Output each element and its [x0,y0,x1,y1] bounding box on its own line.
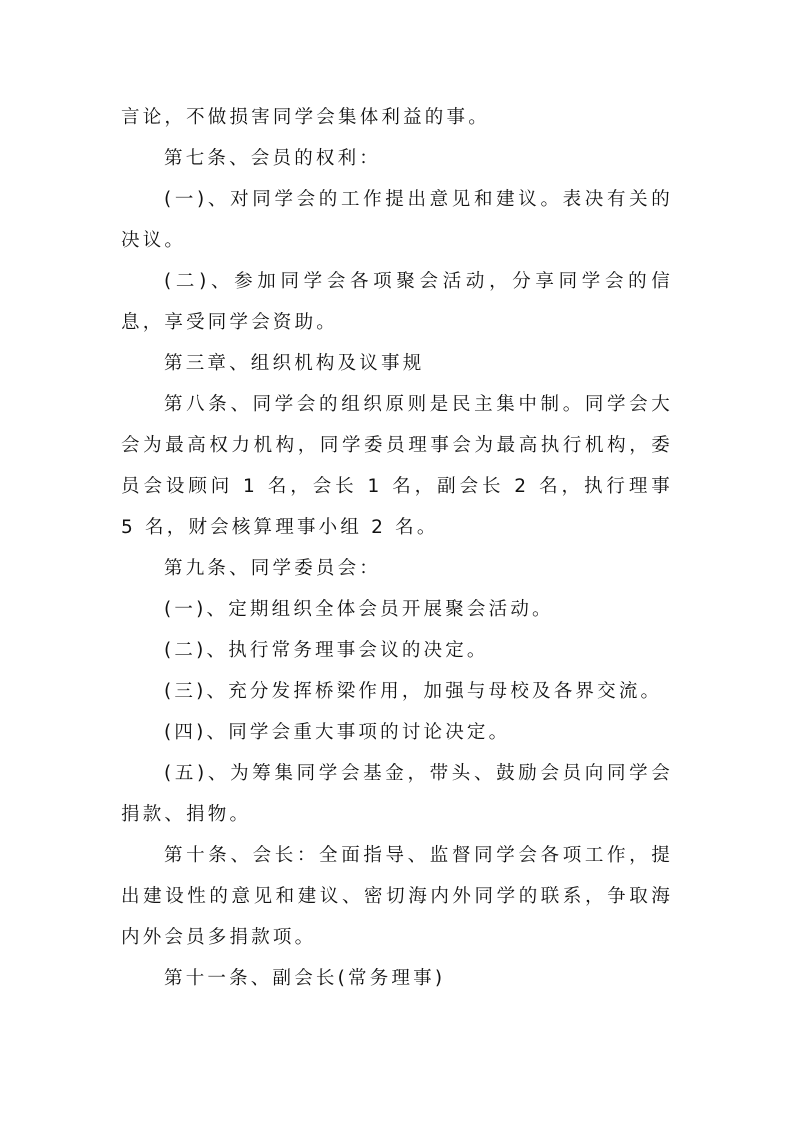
list-item: (二)、执行常务理事会议的决定。 [164,640,489,661]
chapter-heading: 第三章、组织机构及议事规 [164,353,425,374]
list-item: (五)、为筹集同学会基金，带头、鼓励会员向同学会捐款、捐物。 [121,763,673,825]
document-body [121,97,673,999]
article-heading: 第十一条、副会长(常务理事) [164,968,446,989]
list-item: (二)、参加同学会各项聚会活动，分享同学会的信息，享受同学会资助。 [121,271,673,333]
paragraph: 言论，不做损害同学会集体利益的事。 [121,107,490,128]
paragraph: 第八条、同学会的组织原则是民主集中制。同学会大会为最高权力机构，同学委员理事会为最高执行机构，委员会设顾问 1 名，会长 1 名，副会长 2 名，执行理事 5 名，财会核算理事小组 2 名。 [121,394,673,538]
list-item: (三)、充分发挥桥梁作用，加强与母校及各界交流。 [164,681,663,702]
list-item: (四)、同学会重大事项的讨论决定。 [164,722,511,743]
paragraph: 第十条、会长：全面指导、监督同学会各项工作，提出建设性的意见和建议、密切海内外同学的联系，争取海内外会员多捐款项。 [121,845,673,948]
list-item: (一)、对同学会的工作提出意见和建议。表决有关的决议。 [121,189,673,251]
article-heading: 第七条、会员的权利： [164,148,382,169]
article-heading: 第九条、同学委员会： [164,558,382,579]
list-item: (一)、定期组织全体会员开展聚会活动。 [164,599,554,620]
